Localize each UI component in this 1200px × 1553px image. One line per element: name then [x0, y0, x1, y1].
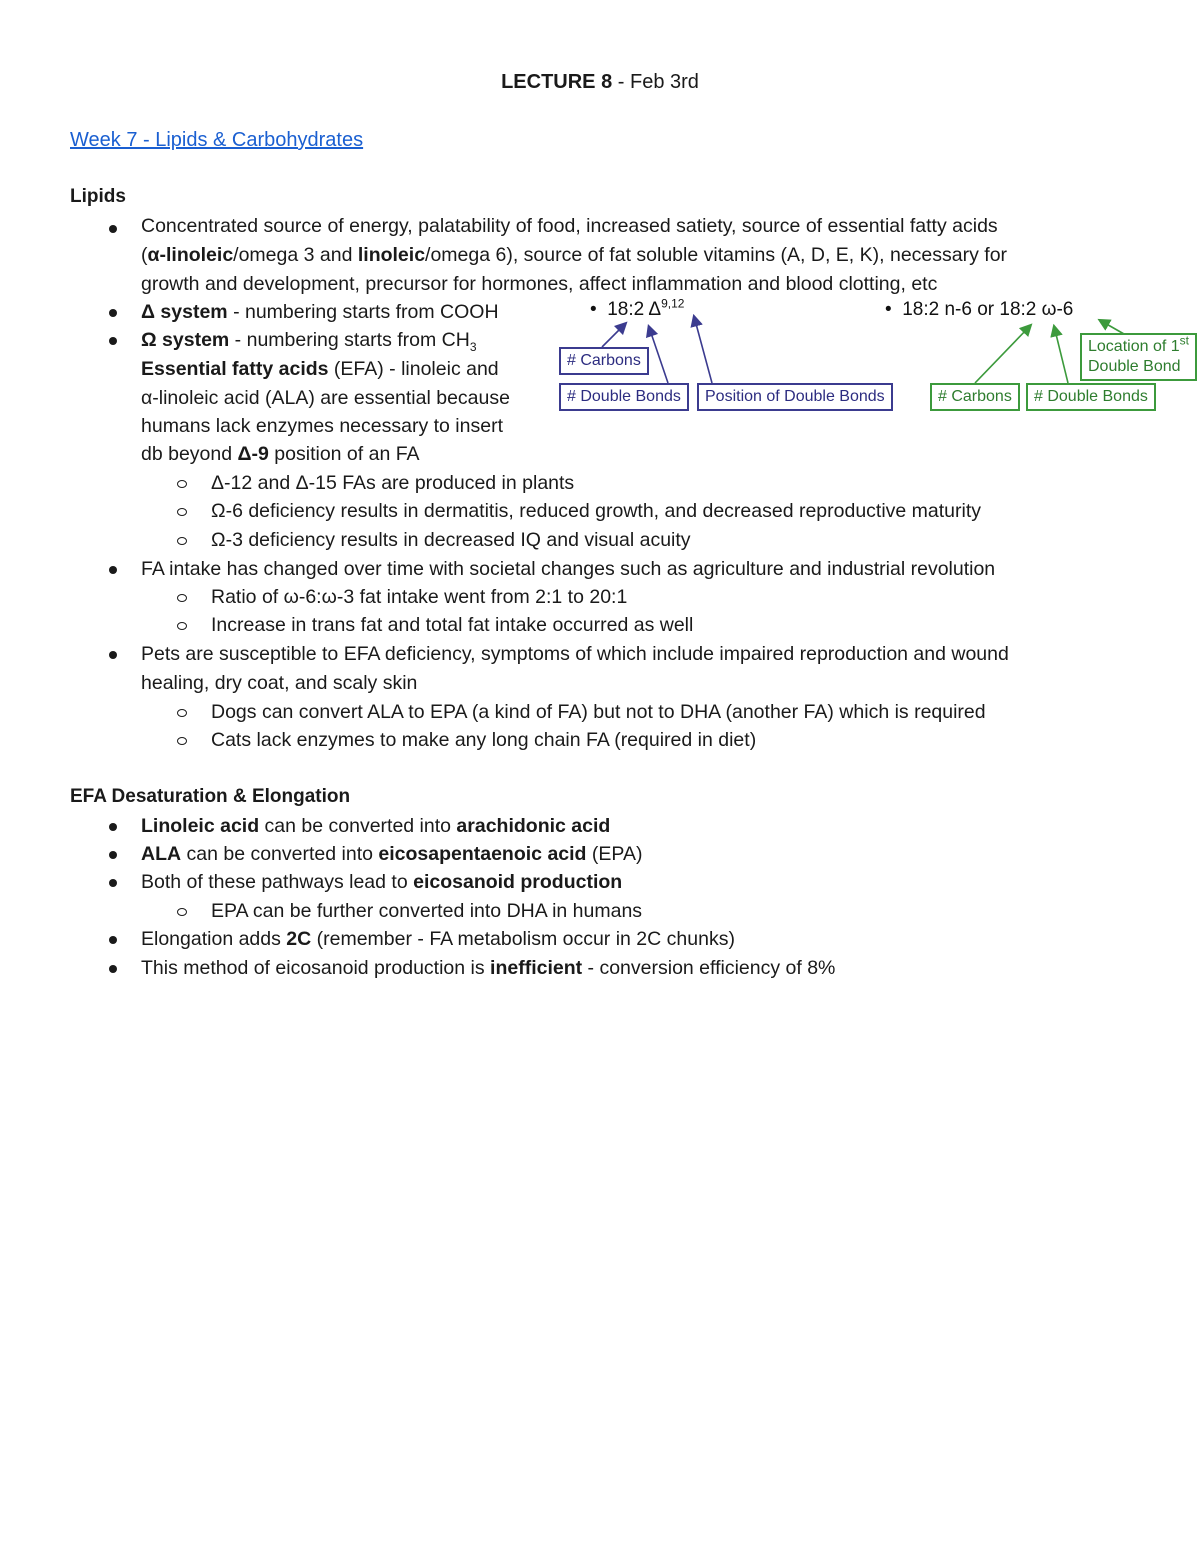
eicosanoid-production-term: eicosanoid production	[413, 871, 623, 893]
bullet-char: •	[885, 299, 892, 320]
text-span: Elongation adds	[141, 928, 287, 950]
subscript: 3	[469, 339, 477, 354]
text-span: Double Bond	[1088, 358, 1181, 375]
text-span: db beyond	[141, 443, 238, 465]
text-span: - numbering starts from CH	[229, 329, 470, 351]
inefficient-term: inefficient	[490, 957, 583, 979]
epa-term: eicosapentaenoic acid	[378, 843, 587, 865]
text-span: position of an FA	[268, 443, 420, 465]
pets-sub-item: Dogs can convert ALA to EPA (a kind of FA) but not to DHA (another FA) which is required	[211, 701, 986, 723]
efa-sub-item: Δ-12 and Δ-15 FAs are produced in plants	[211, 472, 575, 494]
text-span: - numbering starts from COOH	[227, 301, 499, 323]
lipids-heading: Lipids	[70, 186, 126, 207]
superscript: 9,12	[661, 296, 685, 311]
text-span: This method of eicosanoid production is	[141, 957, 491, 979]
efa-sub-item: Ω-3 deficiency results in decreased IQ and visual acuity	[211, 529, 691, 551]
text-span: can be converted into	[259, 815, 457, 837]
arrow-position	[695, 320, 712, 383]
label-position-double-bonds: Position of Double Bonds	[697, 383, 893, 411]
omega-system-term: Ω system	[141, 329, 230, 351]
pets-line1: Pets are susceptible to EFA deficiency, symptoms of which include impaired reproduction and wound	[141, 643, 1009, 665]
efa-section-sub-item: EPA can be further converted into DHA in humans	[211, 900, 643, 922]
efa-term: Essential fatty acids	[141, 358, 329, 380]
efa-sub-item: Ω-6 deficiency results in dermatitis, reduced growth, and decreased reproductive maturity	[211, 500, 982, 522]
efa-line2: α-linoleic acid (ALA) are essential because	[141, 387, 510, 409]
fa-intake-sub-item: Increase in trans fat and total fat intake occurred as well	[211, 614, 694, 636]
text-span: 18:2 n-6 or 18:2 ω-6	[902, 299, 1074, 320]
week-7-link[interactable]: Week 7 - Lipids & Carbohydrates	[70, 129, 364, 151]
bullet-dot	[109, 851, 117, 859]
fa-intake-sub-item: Ratio of ω-6:ω-3 fat intake went from 2:1 to 20:1	[211, 586, 628, 608]
ala-term: ALA	[141, 843, 182, 865]
arachidonic-acid-term: arachidonic acid	[456, 815, 611, 837]
text-span: (EPA)	[586, 843, 643, 865]
arrow-double-bonds-blue	[650, 330, 668, 383]
efa-section-item	[141, 954, 835, 982]
label-double-bonds-green: # Double Bonds	[1026, 383, 1156, 411]
text-span: (EFA) - linoleic and	[328, 358, 499, 380]
efa-section-item	[141, 868, 622, 896]
text-span: 18:2 Δ	[607, 299, 662, 320]
text-span: - conversion efficiency of 8%	[582, 957, 836, 979]
alpha-linoleic-term: α-linoleic	[147, 244, 234, 266]
bullet-dot	[109, 936, 117, 944]
pets-sub-item: Cats lack enzymes to make any long chain FA (required in diet)	[211, 729, 757, 751]
title-rest: - Feb 3rd	[612, 71, 699, 93]
text-span: /omega 3 and	[233, 244, 358, 266]
efa-section-item	[141, 925, 735, 953]
text-span: /omega 6), source of fat soluble vitamins (A, D, E, K), necessary for	[425, 244, 1008, 266]
efa-section-item	[141, 812, 610, 840]
bullet-dot	[109, 965, 117, 973]
text-span: (	[141, 244, 148, 266]
superscript: st	[1179, 333, 1189, 348]
title-bold: LECTURE 8	[501, 71, 613, 93]
bullet-char: •	[590, 299, 597, 320]
2c-term: 2C	[286, 928, 312, 950]
label-double-bonds-blue: # Double Bonds	[559, 383, 689, 411]
efa-line3: humans lack enzymes necessary to insert	[141, 415, 503, 437]
text-span: can be converted into	[181, 843, 379, 865]
arrow-carbons-green	[975, 328, 1028, 383]
lipids-b1-line1: Concentrated source of energy, palatability of food, increased satiety, source of essential fatty acids	[141, 215, 998, 237]
linoleic-acid-term: Linoleic acid	[141, 815, 260, 837]
bullet-dot	[109, 823, 117, 831]
label-carbons-green: # Carbons	[930, 383, 1020, 411]
efa-section-item	[141, 840, 642, 868]
fa-intake-item: FA intake has changed over time with societal changes such as agriculture and industrial revolution	[141, 558, 996, 580]
pets-line2: healing, dry coat, and scaly skin	[141, 672, 418, 694]
label-carbons-blue: # Carbons	[559, 347, 649, 375]
lipids-b1-line3: growth and development, precursor for hormones, affect inflammation and blood clotting, etc	[141, 273, 938, 295]
arrow-double-bonds-green	[1055, 330, 1068, 383]
efa-desaturation-heading: EFA Desaturation & Elongation	[70, 786, 351, 807]
text-span: Location of 1	[1088, 338, 1180, 355]
text-span: (remember - FA metabolism occur in 2C chunks)	[311, 928, 735, 950]
label-location-first-double-bond	[1080, 333, 1197, 381]
linoleic-term: linoleic	[357, 244, 426, 266]
delta-9-term: Δ-9	[237, 443, 269, 465]
text-span: Both of these pathways lead to	[141, 871, 414, 893]
sub-bullet-circle	[177, 908, 187, 916]
arrow-carbons-blue	[602, 326, 623, 347]
bullet-dot	[109, 879, 117, 887]
delta-system-term: Δ system	[141, 301, 228, 323]
